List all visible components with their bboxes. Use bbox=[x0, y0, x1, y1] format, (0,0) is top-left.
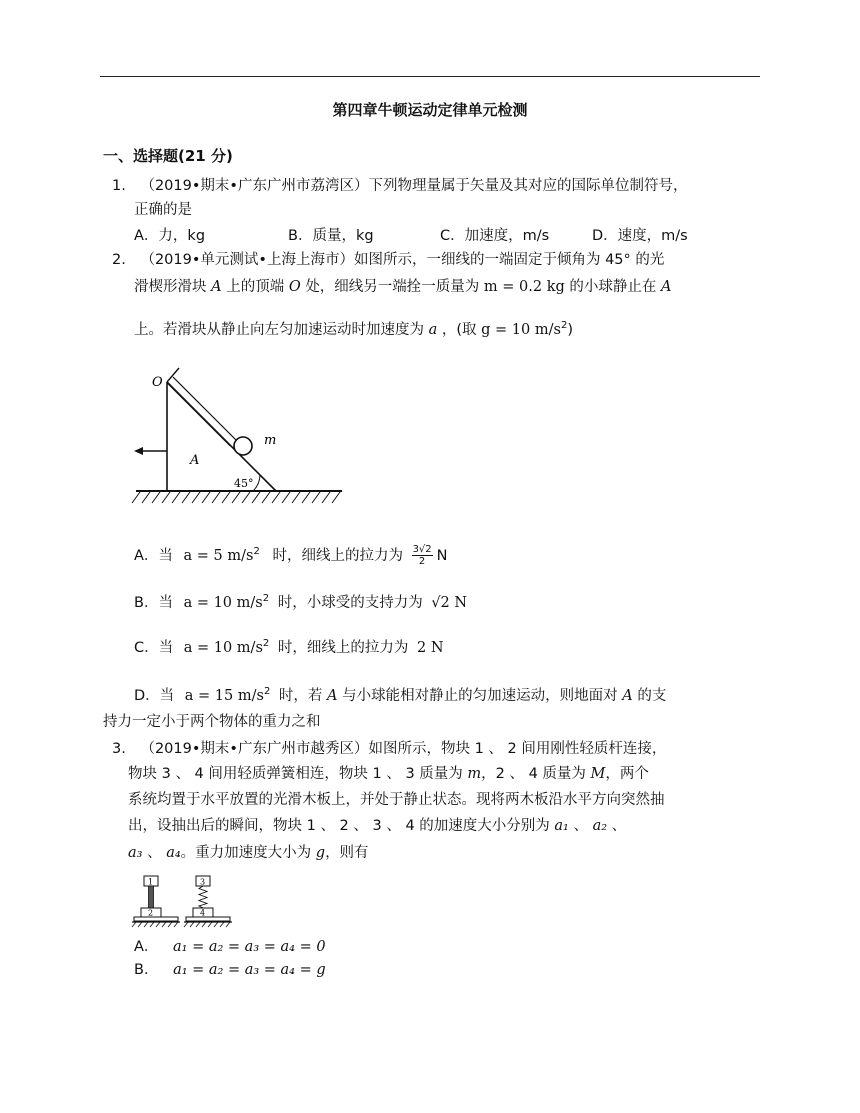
q2-line3: 上。若滑块从静止向左匀加速运动时加速度为 a ，(取 g = 10 $m/s^2$) bbox=[134, 320, 573, 338]
q2-option-d: D．当 a = 15 $m/s^2$ 时，若 A 与小球能相对静止的匀加速运动，则地面对 A 的支 bbox=[134, 686, 667, 704]
q2-option-a: A．当 a = 5 $m/s^2$ 时，细线上的拉力为 $\frac{3√2}{2}$ N bbox=[134, 544, 448, 568]
q3-number: 3. bbox=[112, 741, 126, 757]
q3-line2: 物块 3 、 4 间用轻质弹簧相连，物块 1 、 3 质量为 m，2 、 4 质量为 M，两个 bbox=[128, 766, 649, 782]
q2-stem: （2019•单元测试•上海上海市）如图所示，一细线的一端固定于倾角为 45° 的光 bbox=[140, 252, 665, 268]
q1-option-d: D．速度，m/s bbox=[592, 228, 688, 244]
system-rod bbox=[132, 876, 180, 927]
q3-stem: （2019•期末•广东广州市越秀区）如图所示，物块 1 、 2 间用刚性轻质杆连接， bbox=[140, 741, 667, 757]
q3-line5: a₃ 、 a₄。重力加速度大小为 g，则有 bbox=[128, 845, 369, 861]
blocks-figure bbox=[130, 872, 240, 930]
section-heading: 一、选择题(21 分) bbox=[103, 147, 233, 165]
q1-number: 1. bbox=[112, 178, 126, 194]
q1-line1 bbox=[112, 176, 687, 196]
q2-option-a-fraction: $\frac{3√2}{2}$ bbox=[412, 544, 432, 568]
q3-line4: 出，设抽出后的瞬间，物块 1 、 2 、 3 、 4 的加速度大小分别为 a₁ 、 a₂ 、 bbox=[128, 818, 627, 834]
label-m: m bbox=[264, 433, 277, 448]
q2-line1 bbox=[112, 250, 664, 270]
label-angle: 45° bbox=[234, 477, 254, 490]
string bbox=[167, 368, 236, 446]
q3-line3: 系统均置于水平放置的光滑木板上，并处于静止状态。现将两木板沿水平方向突然抽 bbox=[128, 792, 665, 808]
q3-option-a: A． a₁ = a₂ = a₃ = a₄ = 0 bbox=[134, 939, 326, 955]
q3-line1 bbox=[112, 739, 666, 759]
q1-stem: （2019•期末•广东广州市荔湾区）下列物理量属于矢量及其对应的国际单位制符号， bbox=[140, 178, 688, 194]
block-4-label: 4 bbox=[200, 908, 206, 918]
wedge-block bbox=[167, 382, 276, 491]
q1-option-b: B．质量，kg bbox=[288, 228, 374, 244]
label-o: O bbox=[152, 375, 163, 390]
q3-option-b: B． a₁ = a₂ = a₃ = a₄ = g bbox=[134, 962, 326, 978]
block-2-label: 2 bbox=[148, 908, 154, 918]
q2-option-c: C．当 a = 10 $m/s^2$ 时，细线上的拉力为 2 N bbox=[134, 638, 444, 656]
q1-option-a: A．力，kg bbox=[134, 228, 206, 244]
ball bbox=[234, 437, 252, 455]
block-1-label: 1 bbox=[148, 877, 154, 887]
wedge-figure bbox=[130, 360, 350, 510]
label-a: A bbox=[190, 453, 200, 468]
q2-number: 2. bbox=[112, 252, 126, 268]
q1-line2: 正确的是 bbox=[134, 202, 192, 218]
q2-line2: 滑楔形滑块 A 上的顶端 O 处，细线另一端拴一质量为 m = 0.2 kg 的小球静止在 A bbox=[134, 279, 672, 295]
q1-option-c: C．加速度，m/s bbox=[440, 228, 550, 244]
system-spring bbox=[184, 876, 232, 927]
acceleration-arrow bbox=[134, 447, 167, 455]
ground bbox=[132, 491, 342, 503]
header-rule bbox=[100, 76, 760, 77]
q2-option-d-line2: 持力一定小于两个物体的重力之和 bbox=[103, 714, 321, 730]
q2-option-b: B．当 a = 10 $m/s^2$ 时，小球受的支持力为 √2 N bbox=[134, 593, 468, 611]
block-3-label: 3 bbox=[200, 877, 206, 887]
page-title: 第四章牛顿运动定律单元检测 bbox=[332, 101, 528, 119]
